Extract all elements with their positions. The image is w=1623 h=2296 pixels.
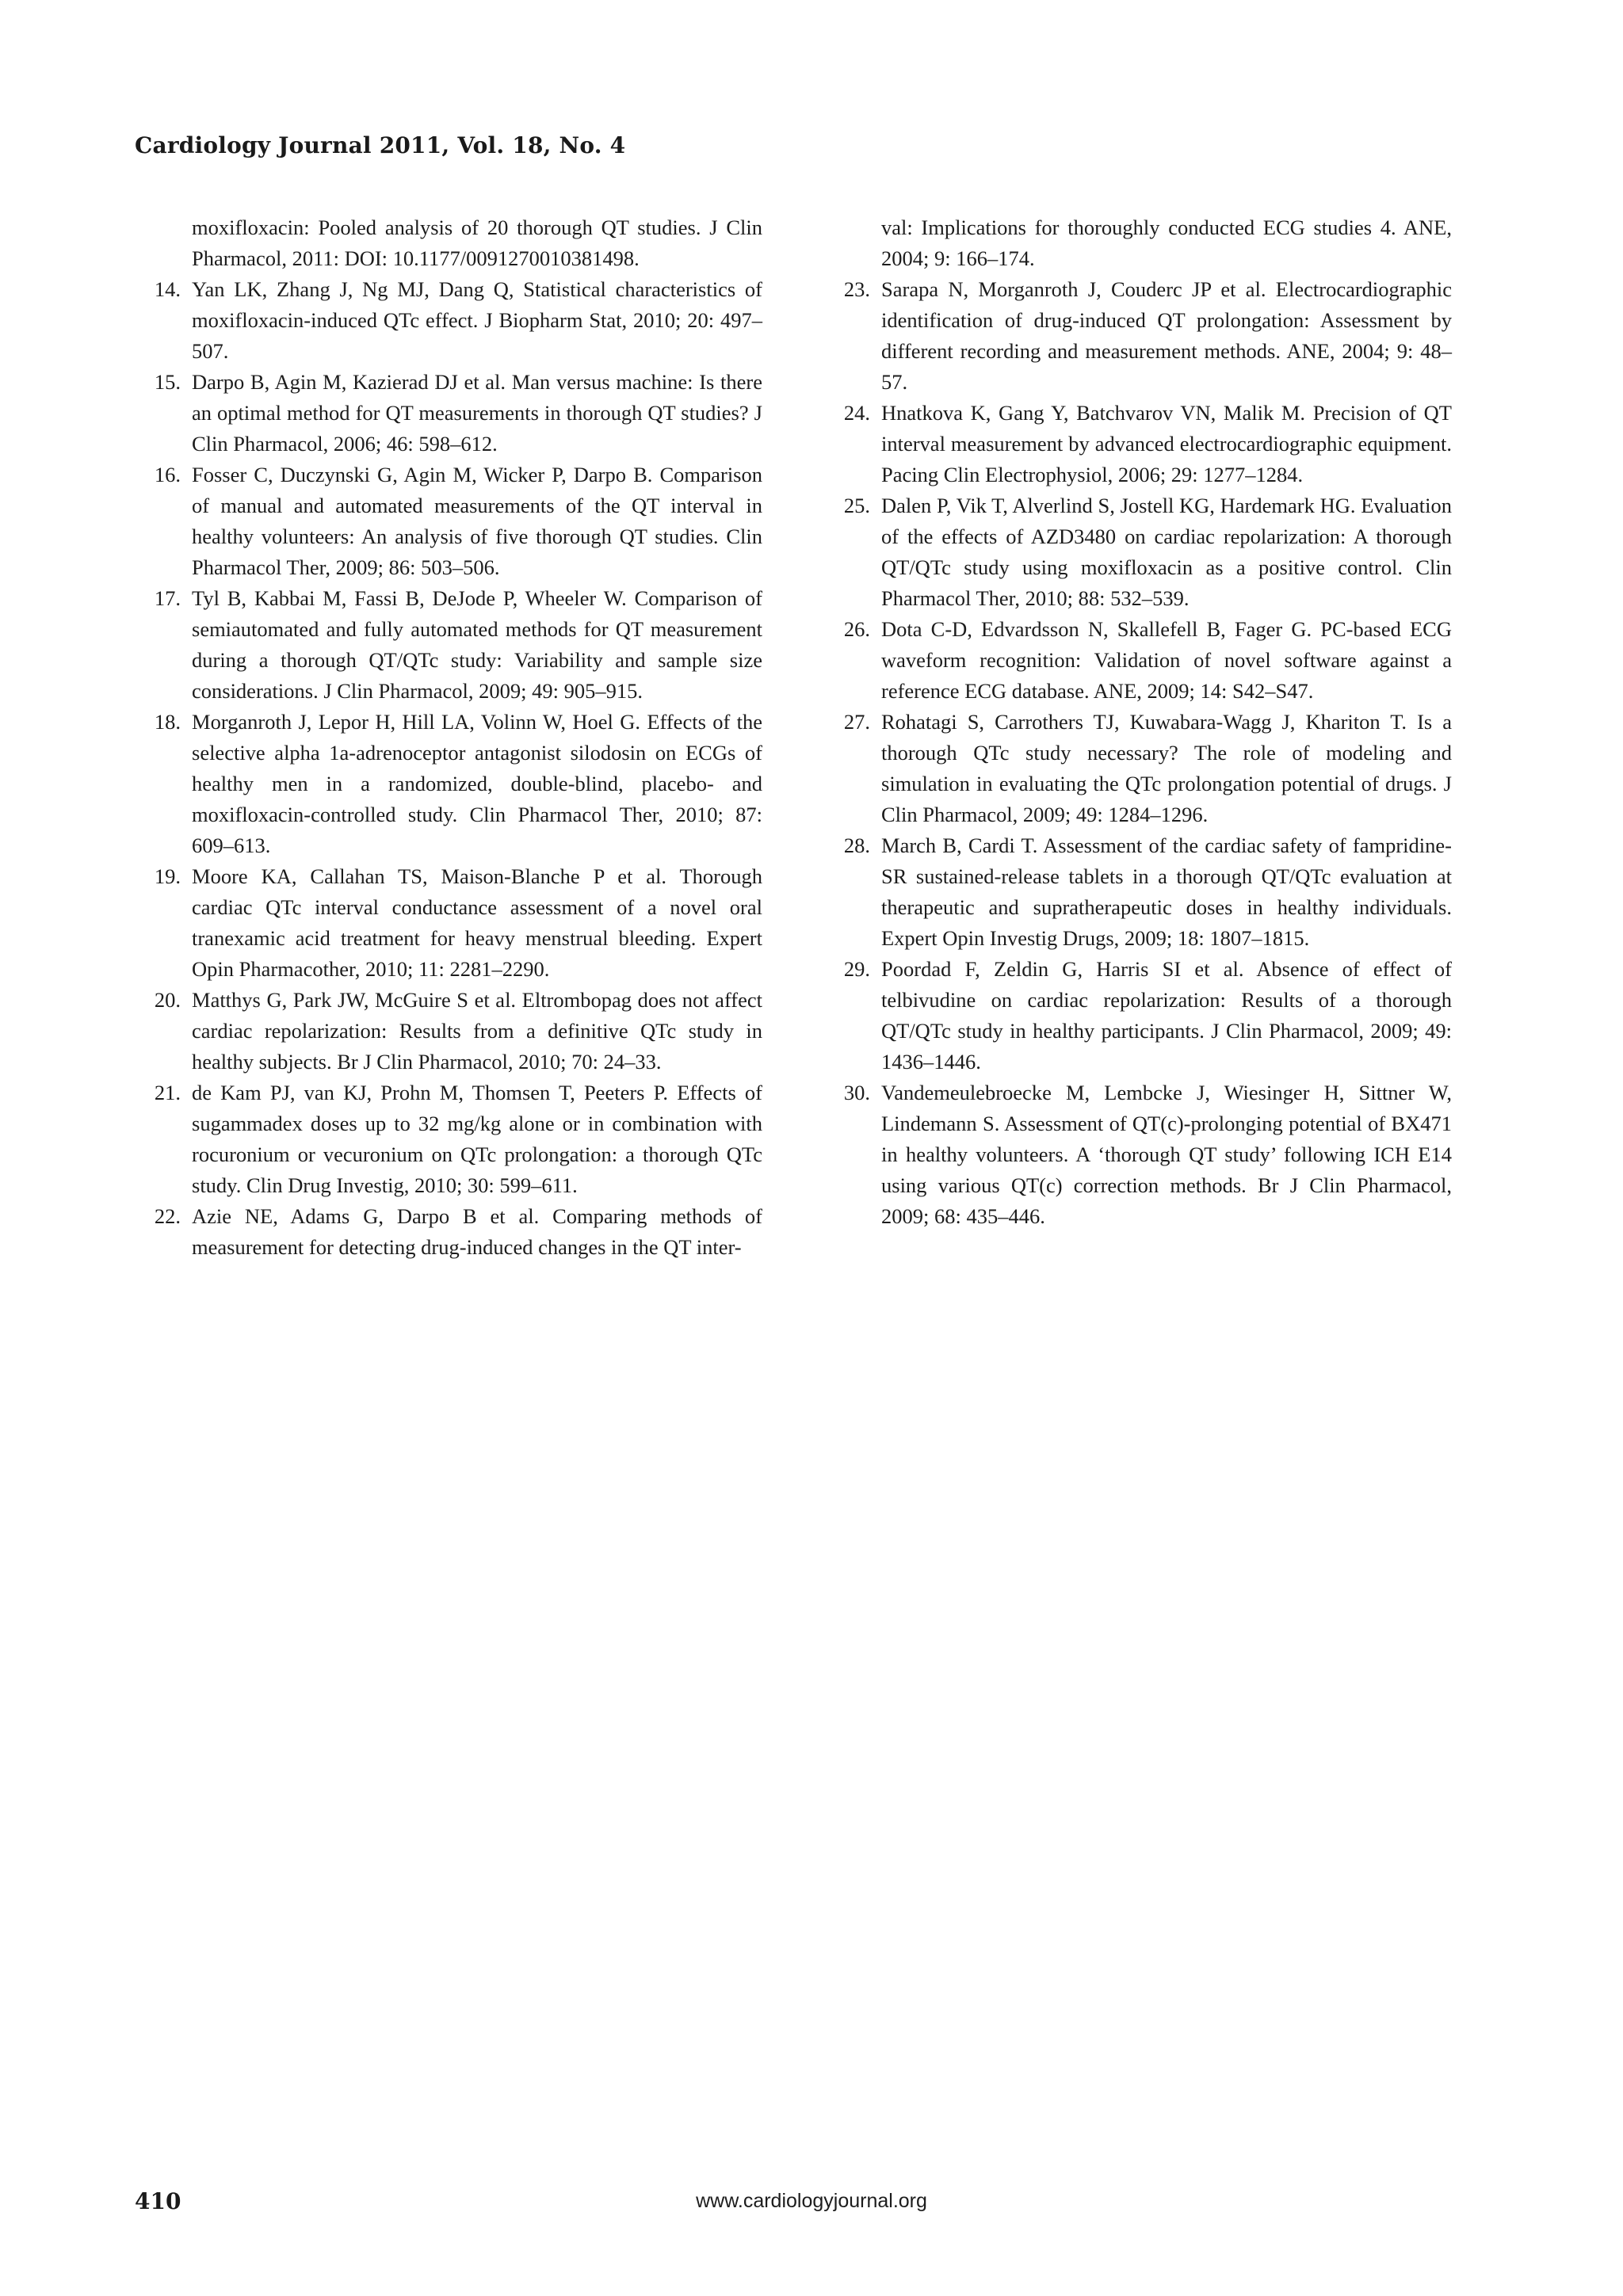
reference-text: de Kam PJ, van KJ, Prohn M, Thomsen T, Peeters P. Effects of sugammadex doses up to 32 mg/kg alone or in combination with rocuronium or vecuronium on QTc prolongation: a thorough QTc study. Clin Drug Investig, 2010; 30: 599–611. [192, 1081, 762, 1197]
reference-text: Fosser C, Duczynski G, Agin M, Wicker P, Darpo B. Comparison of manual and automated measurements of the QT interval in healthy volunteers: An analysis of five thorough QT studies. Clin Pharmacol Ther, 2009; 86: 503–506. [192, 463, 762, 579]
reference-item [135, 367, 762, 460]
reference-item [135, 274, 762, 367]
reference-text: March B, Cardi T. Assessment of the cardiac safety of fampridine-SR sustained-release tablets in a thorough QT/QTc evaluation at therapeutic and supratherapeutic doses in healthy individuals. Expert Opin Investig Drugs, 2009; 18: 1807–1815. [881, 833, 1452, 950]
reference-text: Matthys G, Park JW, McGuire S et al. Eltrombopag does not affect cardiac repolarization: Results from a definitive QTc study in healthy subjects. Br J Clin Pharmacol, 2010; 70: 24–33. [192, 988, 762, 1074]
reference-item [135, 212, 762, 274]
reference-number: 26. [843, 617, 870, 641]
reference-item [135, 1077, 762, 1201]
reference-text: Darpo B, Agin M, Kazierad DJ et al. Man versus machine: Is there an optimal method for QT measurements in thorough QT studies? J Clin Pharmacol, 2006; 46: 598–612. [192, 370, 762, 456]
reference-number: 16. [154, 463, 181, 486]
reference-number: 29. [843, 957, 870, 981]
reference-text: Sarapa N, Morganroth J, Couderc JP et al. Electrocardiographic identification of drug-induced QT prolongation: Assessment by different recording and measurement methods. ANE, 2004; 9: 48–57. [881, 277, 1452, 394]
reference-item [135, 985, 762, 1077]
reference-item [135, 460, 762, 583]
reference-item [824, 954, 1452, 1077]
reference-number: 22. [154, 1204, 181, 1228]
reference-text: Dalen P, Vik T, Alverlind S, Jostell KG, Hardemark HG. Evaluation of the effects of AZD3480 on cardiac repolarization: A thorough QT/QTc study using moxifloxacin as a positive control. Clin Pharmacol Ther, 2010; 88: 532–539. [881, 494, 1452, 610]
reference-item [824, 274, 1452, 398]
reference-item [824, 707, 1452, 830]
reference-text: Rohatagi S, Carrothers TJ, Kuwabara-Wagg J, Khariton T. Is a thorough QTc study necessary? The role of modeling and simulation in evaluating the QTc prolongation potential of drugs. J Clin Pharmacol, 2009; 49: 1284–1296. [881, 710, 1452, 826]
reference-text: Tyl B, Kabbai M, Fassi B, DeJode P, Wheeler W. Comparison of semiautomated and fully automated methods for QT measurement during a thorough QT/QTc study: Variability and sample size considerations. J Clin Pharmacol, 2009; 49: 905–915. [192, 586, 762, 703]
reference-item [824, 614, 1452, 707]
reference-number: 19. [154, 864, 181, 888]
reference-item [135, 707, 762, 861]
reference-item [824, 398, 1452, 490]
reference-text: val: Implications for thoroughly conducted ECG studies 4. ANE, 2004; 9: 166–174. [881, 215, 1452, 270]
reference-number: 18. [154, 710, 181, 734]
reference-item [135, 1201, 762, 1263]
reference-item [824, 830, 1452, 954]
reference-text: Poordad F, Zeldin G, Harris SI et al. Absence of effect of telbivudine on cardiac repolarization: Results of a thorough QT/QTc study in healthy participants. J Clin Pharmacol, 2009; 49: 1436–1446. [881, 957, 1452, 1074]
reference-number: 24. [843, 401, 870, 425]
reference-number: 25. [843, 494, 870, 517]
running-title: Cardiology Journal 2011, Vol. 18, No. 4 [135, 132, 626, 158]
references-column-left [135, 212, 762, 1263]
reference-text: Dota C-D, Edvardsson N, Skallefell B, Fager G. PC-based ECG waveform recognition: Validation of novel software against a reference ECG database. ANE, 2009; 14: S42–S47. [881, 617, 1452, 703]
reference-text: Azie NE, Adams G, Darpo B et al. Comparing methods of measurement for detecting drug-induced changes in the QT inter- [192, 1204, 762, 1259]
reference-number: 17. [154, 586, 181, 610]
reference-text: moxifloxacin: Pooled analysis of 20 thorough QT studies. J Clin Pharmacol, 2011: DOI: 10.1177/0091270010381498. [192, 215, 762, 270]
reference-text: Morganroth J, Lepor H, Hill LA, Volinn W, Hoel G. Effects of the selective alpha 1a-adrenoceptor antagonist silodosin on ECGs of healthy men in a randomized, double-blind, placebo- and moxifloxacin-controlled study. Clin Pharmacol Ther, 2010; 87: 609–613. [192, 710, 762, 857]
page-number: 410 [135, 2188, 181, 2214]
reference-number: 20. [154, 988, 181, 1012]
reference-item [824, 212, 1452, 274]
reference-number: 14. [154, 277, 181, 301]
reference-number: 30. [843, 1081, 870, 1104]
journal-url: www.cardiologyjournal.org [696, 2190, 927, 2212]
references-column-right [824, 212, 1452, 1232]
reference-item [824, 490, 1452, 614]
reference-number: 21. [154, 1081, 181, 1104]
reference-number: 27. [843, 710, 870, 734]
reference-text: Moore KA, Callahan TS, Maison-Blanche P et al. Thorough cardiac QTc interval conductance assessment of a novel oral tranexamic acid treatment for heavy menstrual bleeding. Expert Opin Pharmacother, 2010; 11: 2281–2290. [192, 864, 762, 981]
reference-text: Yan LK, Zhang J, Ng MJ, Dang Q, Statistical characteristics of moxifloxacin-induced QTc effect. J Biopharm Stat, 2010; 20: 497–507. [192, 277, 762, 363]
reference-item [824, 1077, 1452, 1232]
reference-item [135, 861, 762, 985]
reference-text: Vandemeulebroecke M, Lembcke J, Wiesinger H, Sittner W, Lindemann S. Assessment of QT(c)-prolonging potential of BX471 in healthy volunteers. A ‘thorough QT study’ following ICH E14 using various QT(c) correction methods. Br J Clin Pharmacol, 2009; 68: 435–446. [881, 1081, 1452, 1228]
reference-text: Hnatkova K, Gang Y, Batchvarov VN, Malik M. Precision of QT interval measurement by advanced electrocardiographic equipment. Pacing Clin Electrophysiol, 2006; 29: 1277–1284. [881, 401, 1452, 486]
reference-item [135, 583, 762, 707]
reference-number: 23. [843, 277, 870, 301]
reference-number: 28. [843, 833, 870, 857]
reference-number: 15. [154, 370, 181, 394]
